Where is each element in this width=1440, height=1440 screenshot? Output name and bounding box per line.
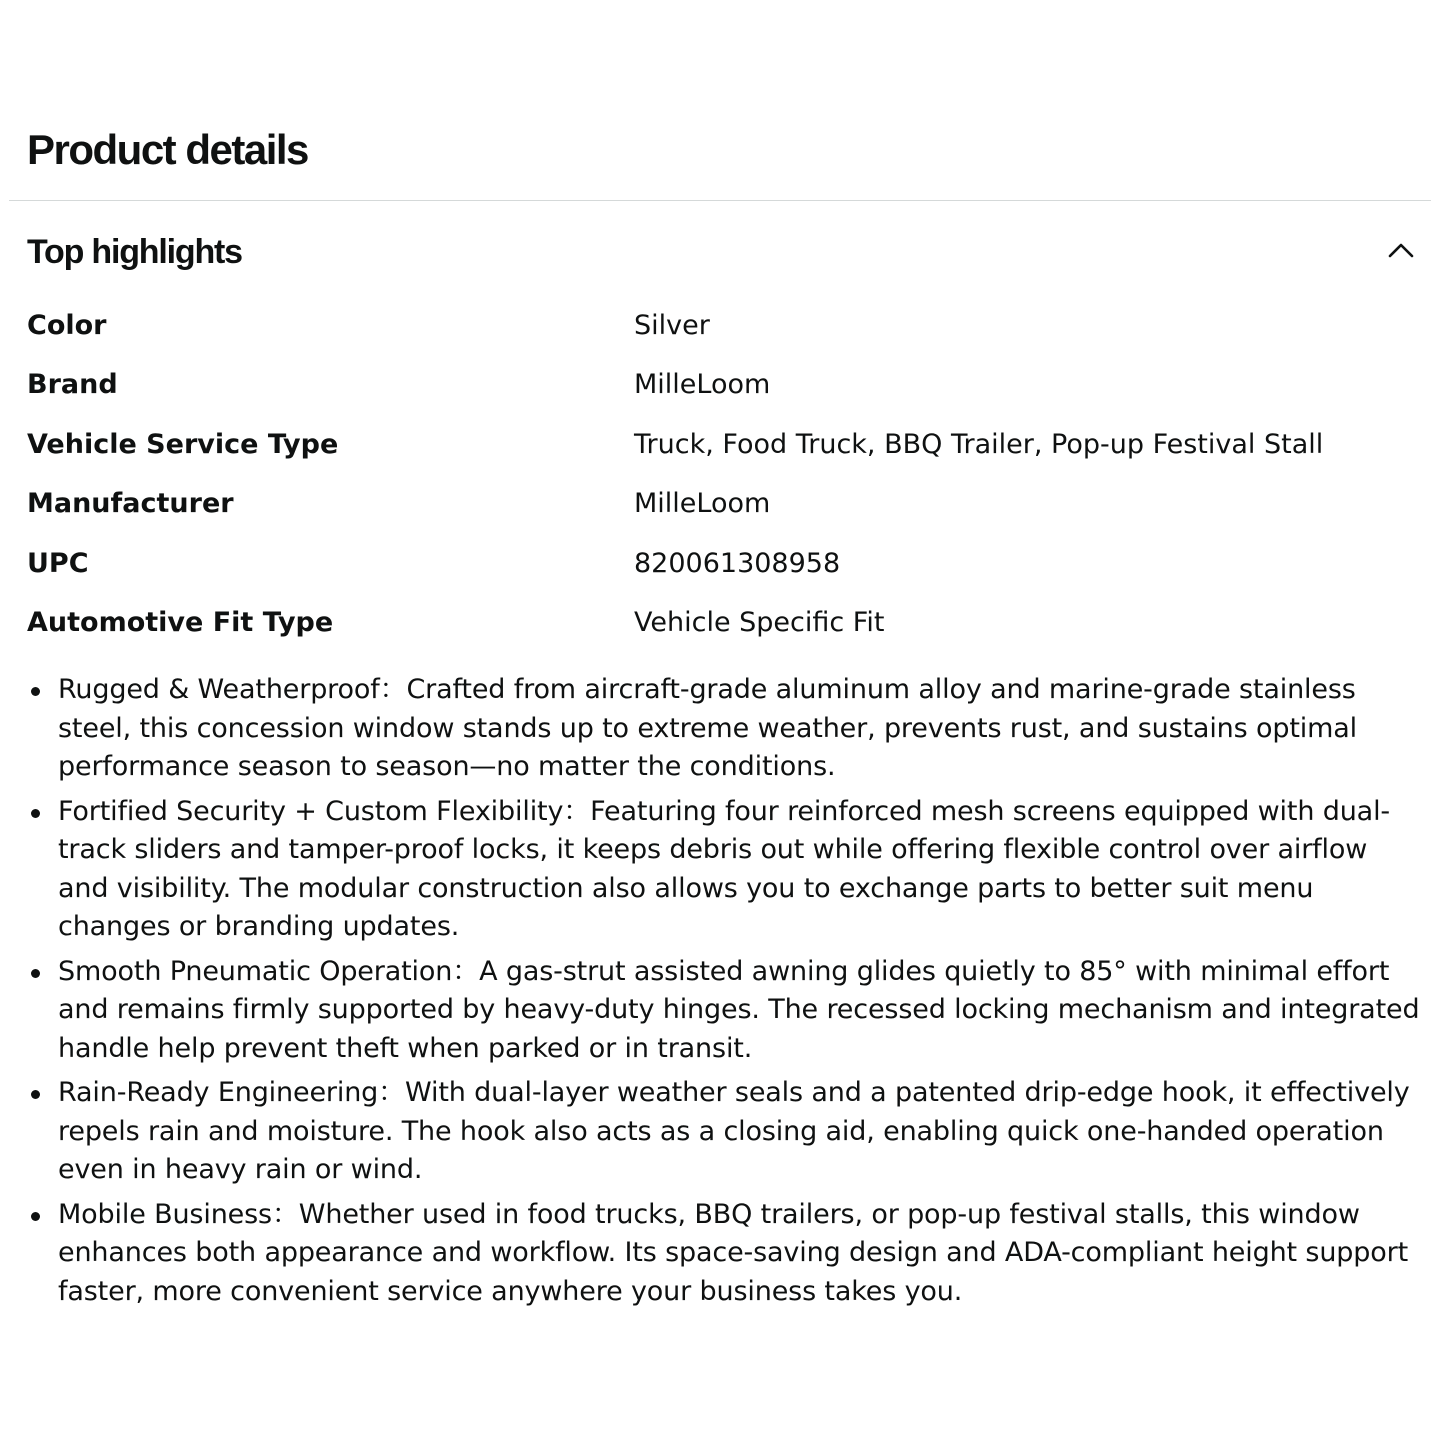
list-item: [28, 793, 1423, 947]
highlight-text: Fortified Security + Custom Flexibility：Featuring four reinforced mesh screens equipped with dual-track sliders and tamper-proof locks, it keeps debris out while offering flexible control over airflow and visibility. The modular construction also allows you to exchange parts to better suit menu changes or branding updates.: [58, 795, 1391, 942]
spec-value: MilleLoom: [634, 488, 771, 519]
spec-value: Truck, Food Truck, BBQ Trailer, Pop-up Festival Stall: [634, 429, 1324, 460]
highlight-text: Smooth Pneumatic Operation：A gas-strut assisted awning glides quietly to 85° with minimal effort and remains firmly supported by heavy-duty hinges. The recessed locking mechanism and integrated handle help prevent theft when parked or in transit.: [58, 955, 1420, 1064]
page-title: Product details: [27, 126, 308, 173]
spec-label: Automotive Fit Type: [27, 607, 334, 638]
spec-label: Brand: [27, 369, 118, 400]
highlights-list: [28, 671, 1423, 1317]
spec-value: Silver: [634, 310, 710, 341]
section-title: Top highlights: [27, 233, 242, 271]
highlight-text: Mobile Business：Whether used in food trucks, BBQ trailers, or pop-up festival stalls, this window enhances both appearance and workflow. Its space-saving design and ADA-compliant height support faster, more convenient service anywhere your business takes you.: [58, 1198, 1409, 1307]
spec-label: Manufacturer: [27, 488, 234, 519]
highlight-text: Rain-Ready Engineering：With dual-layer weather seals and a patented drip-edge hook, it effectively repels rain and moisture. The hook also acts as a closing aid, enabling quick one-handed operation even in heavy rain or wind.: [58, 1077, 1410, 1185]
section-divider: [9, 200, 1431, 201]
top-highlights-header[interactable]: [27, 226, 1420, 278]
spec-label: Color: [27, 310, 107, 341]
chevron-up-icon[interactable]: [1386, 236, 1416, 266]
spec-value: 820061308958: [634, 548, 841, 579]
list-item: [28, 1074, 1423, 1190]
spec-row-color: [27, 306, 1417, 346]
spec-row-manufacturer: [27, 484, 1417, 524]
list-item: [28, 671, 1423, 787]
spec-row-upc: [27, 544, 1417, 584]
spec-row-brand: [27, 365, 1417, 405]
spec-row-vehicle-service-type: [27, 425, 1417, 465]
spec-row-automotive-fit-type: [27, 603, 1417, 643]
spec-value: MilleLoom: [634, 369, 771, 400]
list-item: [28, 953, 1423, 1069]
highlight-text: Rugged & Weatherproof：Crafted from aircraft-grade aluminum alloy and marine-grade stainless steel, this concession window stands up to extreme weather, prevents rust, and sustains optimal performance season to season—no matter the conditions.: [58, 674, 1358, 782]
spec-label: UPC: [27, 548, 89, 579]
list-item: [28, 1196, 1423, 1312]
spec-label: Vehicle Service Type: [27, 429, 339, 460]
spec-value: Vehicle Specific Fit: [634, 607, 885, 638]
